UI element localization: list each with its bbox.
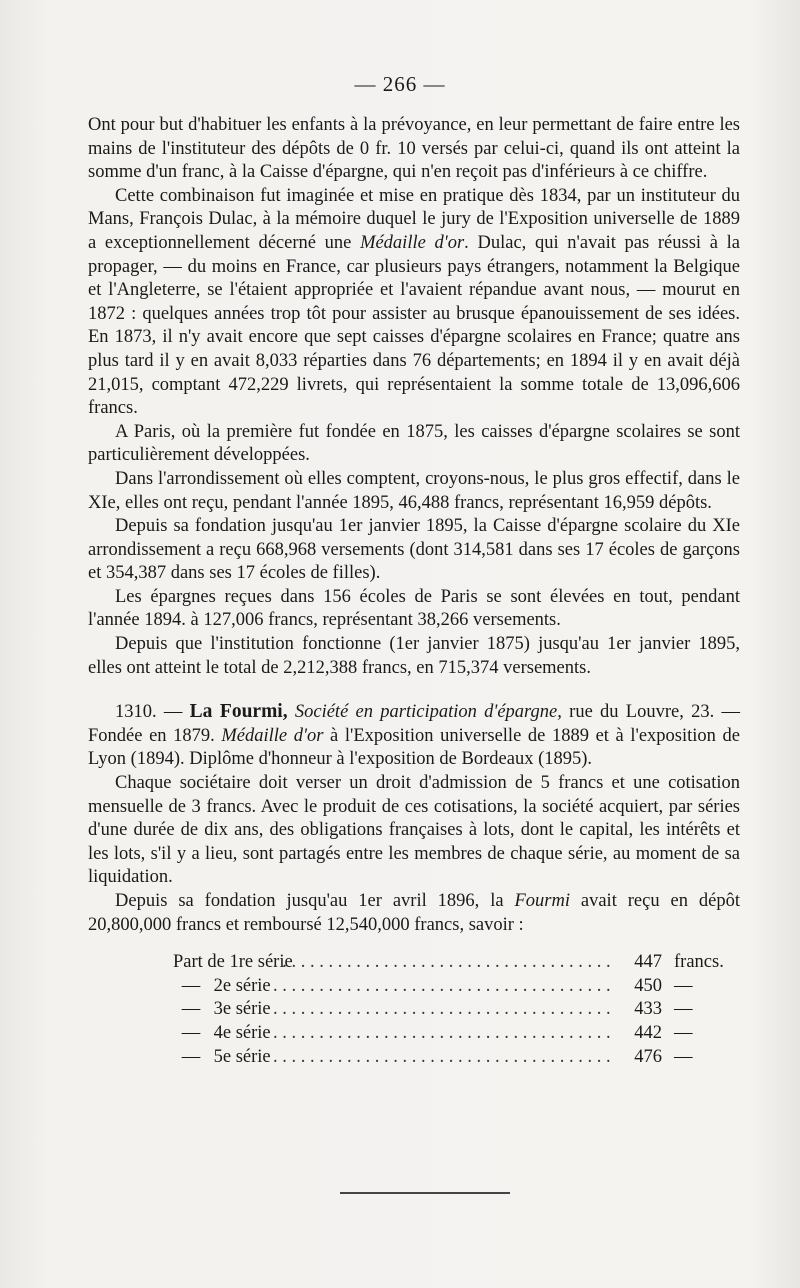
series-value: 447 xyxy=(634,952,662,973)
series-name: 5e série xyxy=(213,1046,271,1067)
series-value: 476 xyxy=(634,1046,662,1067)
series-name: 1re série xyxy=(229,952,293,973)
paragraph-9-start: Depuis sa fondation jusqu'au 1er avril 1896, la xyxy=(115,891,515,911)
leader-dots xyxy=(273,951,616,975)
series-value: 450 xyxy=(634,975,662,996)
series-name: 3e série xyxy=(213,999,271,1020)
section-title: La Fourmi, xyxy=(189,701,288,723)
series-unit: — xyxy=(674,1022,693,1043)
series-prefix: — xyxy=(181,975,201,996)
section-number: 1310. — xyxy=(115,702,190,723)
series-prefix: — xyxy=(181,1022,201,1043)
paragraph-1: Ont pour but d'habituer les enfants à la prévoyance, en leur permettant de faire entre les mains de l'instituteur des dépôts de 0 fr. 10 versés par celui-ci, quand ils ont atteint la somme d'un franc, à la Caisse d'épargne, qui n'en reçoit pas d'inférieurs à ce chiffre. xyxy=(88,115,740,183)
series-row xyxy=(88,1022,740,1046)
paragraph-8: Chaque sociétaire doit verser un droit d'admission de 5 francs et une cotisation mensuelle de 3 francs. Avec le produit de ces cotisations, la société acquiert, par séries d'une durée de dix ans, des obligations françaises à lots, dont le capital, les intérêts et les lots, s'il y a lieu, sont partagés entre les membres de chaque série, au moment de sa liquidation. xyxy=(88,773,740,888)
section-text-1: rue du Louvre, 23. — Fondée en 1879. xyxy=(88,702,740,746)
series-label xyxy=(88,951,293,975)
series-prefix: — xyxy=(181,1046,201,1067)
series-label xyxy=(88,975,273,999)
section-1310-heading xyxy=(88,700,740,772)
series-unit: — xyxy=(674,975,693,996)
section-medal: Médaille d'or xyxy=(221,725,324,746)
paragraph-2-start: Cette combinaison fut imaginée et mise en pratique dès 1834, par un instituteur du Mans, François Dulac, à la mémoire duquel le jury de l'Exposition universelle de 1889 a exceptionnellement décerné une xyxy=(88,185,740,253)
series-label xyxy=(88,1022,273,1046)
series-row xyxy=(88,951,740,975)
series-unit: — xyxy=(674,999,693,1020)
paragraph-5: Depuis sa fondation jusqu'au 1er janvier 1895, la Caisse d'épargne scolaire du XIe arrondissement a reçu 668,968 versements (dont 314,581 dans ses 17 écoles de garçons et 354,387 dans ses 17 écoles de filles). xyxy=(88,516,740,584)
leader-dots xyxy=(273,1046,616,1070)
series-unit: francs. xyxy=(674,952,724,973)
series-label xyxy=(88,1046,273,1070)
series-name: 4e série xyxy=(213,1022,271,1043)
series-table xyxy=(88,951,740,1069)
section-text-2: à l'Exposition universelle de 1889 et à l'exposition de Lyon (1894). Diplôme d'honneur à l'exposition de Bordeaux (1895). xyxy=(88,725,740,770)
paragraph-6: Les épargnes reçues dans 156 écoles de Paris se sont élevées en tout, pendant l'année 1894. à 127,006 francs, représentant 38,266 versements. xyxy=(88,586,740,631)
page-number: — 266 — xyxy=(354,72,446,96)
medaille-dor-italic: Médaille d'or xyxy=(360,232,465,253)
fourmi-italic: Fourmi xyxy=(514,891,570,911)
section-gap xyxy=(88,680,740,700)
section-subtitle: Société en participation d'épargne, xyxy=(287,702,562,723)
series-value: 442 xyxy=(634,1022,662,1043)
series-unit: — xyxy=(674,1046,693,1067)
paragraph-9-rest: avait reçu en dépôt 20,800,000 francs et remboursé 12,540,000 francs, savoir : xyxy=(88,891,740,935)
leader-dots xyxy=(273,998,616,1022)
paragraph-4: Dans l'arrondissement où elles comptent, croyons-nous, le plus gros effectif, dans le XIe, elles ont reçu, pendant l'année 1895, 46,488 francs, représentant 16,959 dépôts. xyxy=(88,468,740,513)
bottom-rule xyxy=(340,1192,510,1194)
series-name: 2e série xyxy=(213,975,271,996)
paragraph-2 xyxy=(88,185,740,421)
series-prefix: — xyxy=(181,999,201,1020)
body-text xyxy=(88,114,740,1069)
paragraph-3: A Paris, où la première fut fondée en 1875, les caisses d'épargne scolaires se sont particulièrement développées. xyxy=(88,421,740,466)
series-prefix: Part de xyxy=(173,952,225,973)
series-row xyxy=(88,1046,740,1070)
leader-dots xyxy=(273,975,616,999)
paragraph-2-rest: . Dulac, qui n'avait pas réussi à la propager, — du moins en France, car plusieurs pays étrangers, notamment la Belgique et l'Angleterre, se l'étaient appropriée et l'avaient répandue avant nous, — mourut en 1872 : quelques années trop tôt pour assister au brusque épanouissement de ses idées. En 1873, il n'y avait encore que sept caisses d'épargne scolaires en France; quatre ans plus tard il y en avait 8,033 réparties dans 76 départements; en 1894 il y en avait déjà 21,015, comptant 472,229 livrets, qui représentaient la somme totale de 13,096,606 francs. xyxy=(88,232,740,419)
series-row xyxy=(88,998,740,1022)
series-row xyxy=(88,975,740,999)
leader-dots xyxy=(273,1022,616,1046)
series-label xyxy=(88,998,273,1022)
series-value: 433 xyxy=(634,999,662,1020)
paragraph-9 xyxy=(88,890,740,937)
paragraph-7: Depuis que l'institution fonctionne (1er janvier 1875) jusqu'au 1er janvier 1895, elles ont atteint le total de 2,212,388 francs, en 715,374 versements. xyxy=(88,634,740,678)
